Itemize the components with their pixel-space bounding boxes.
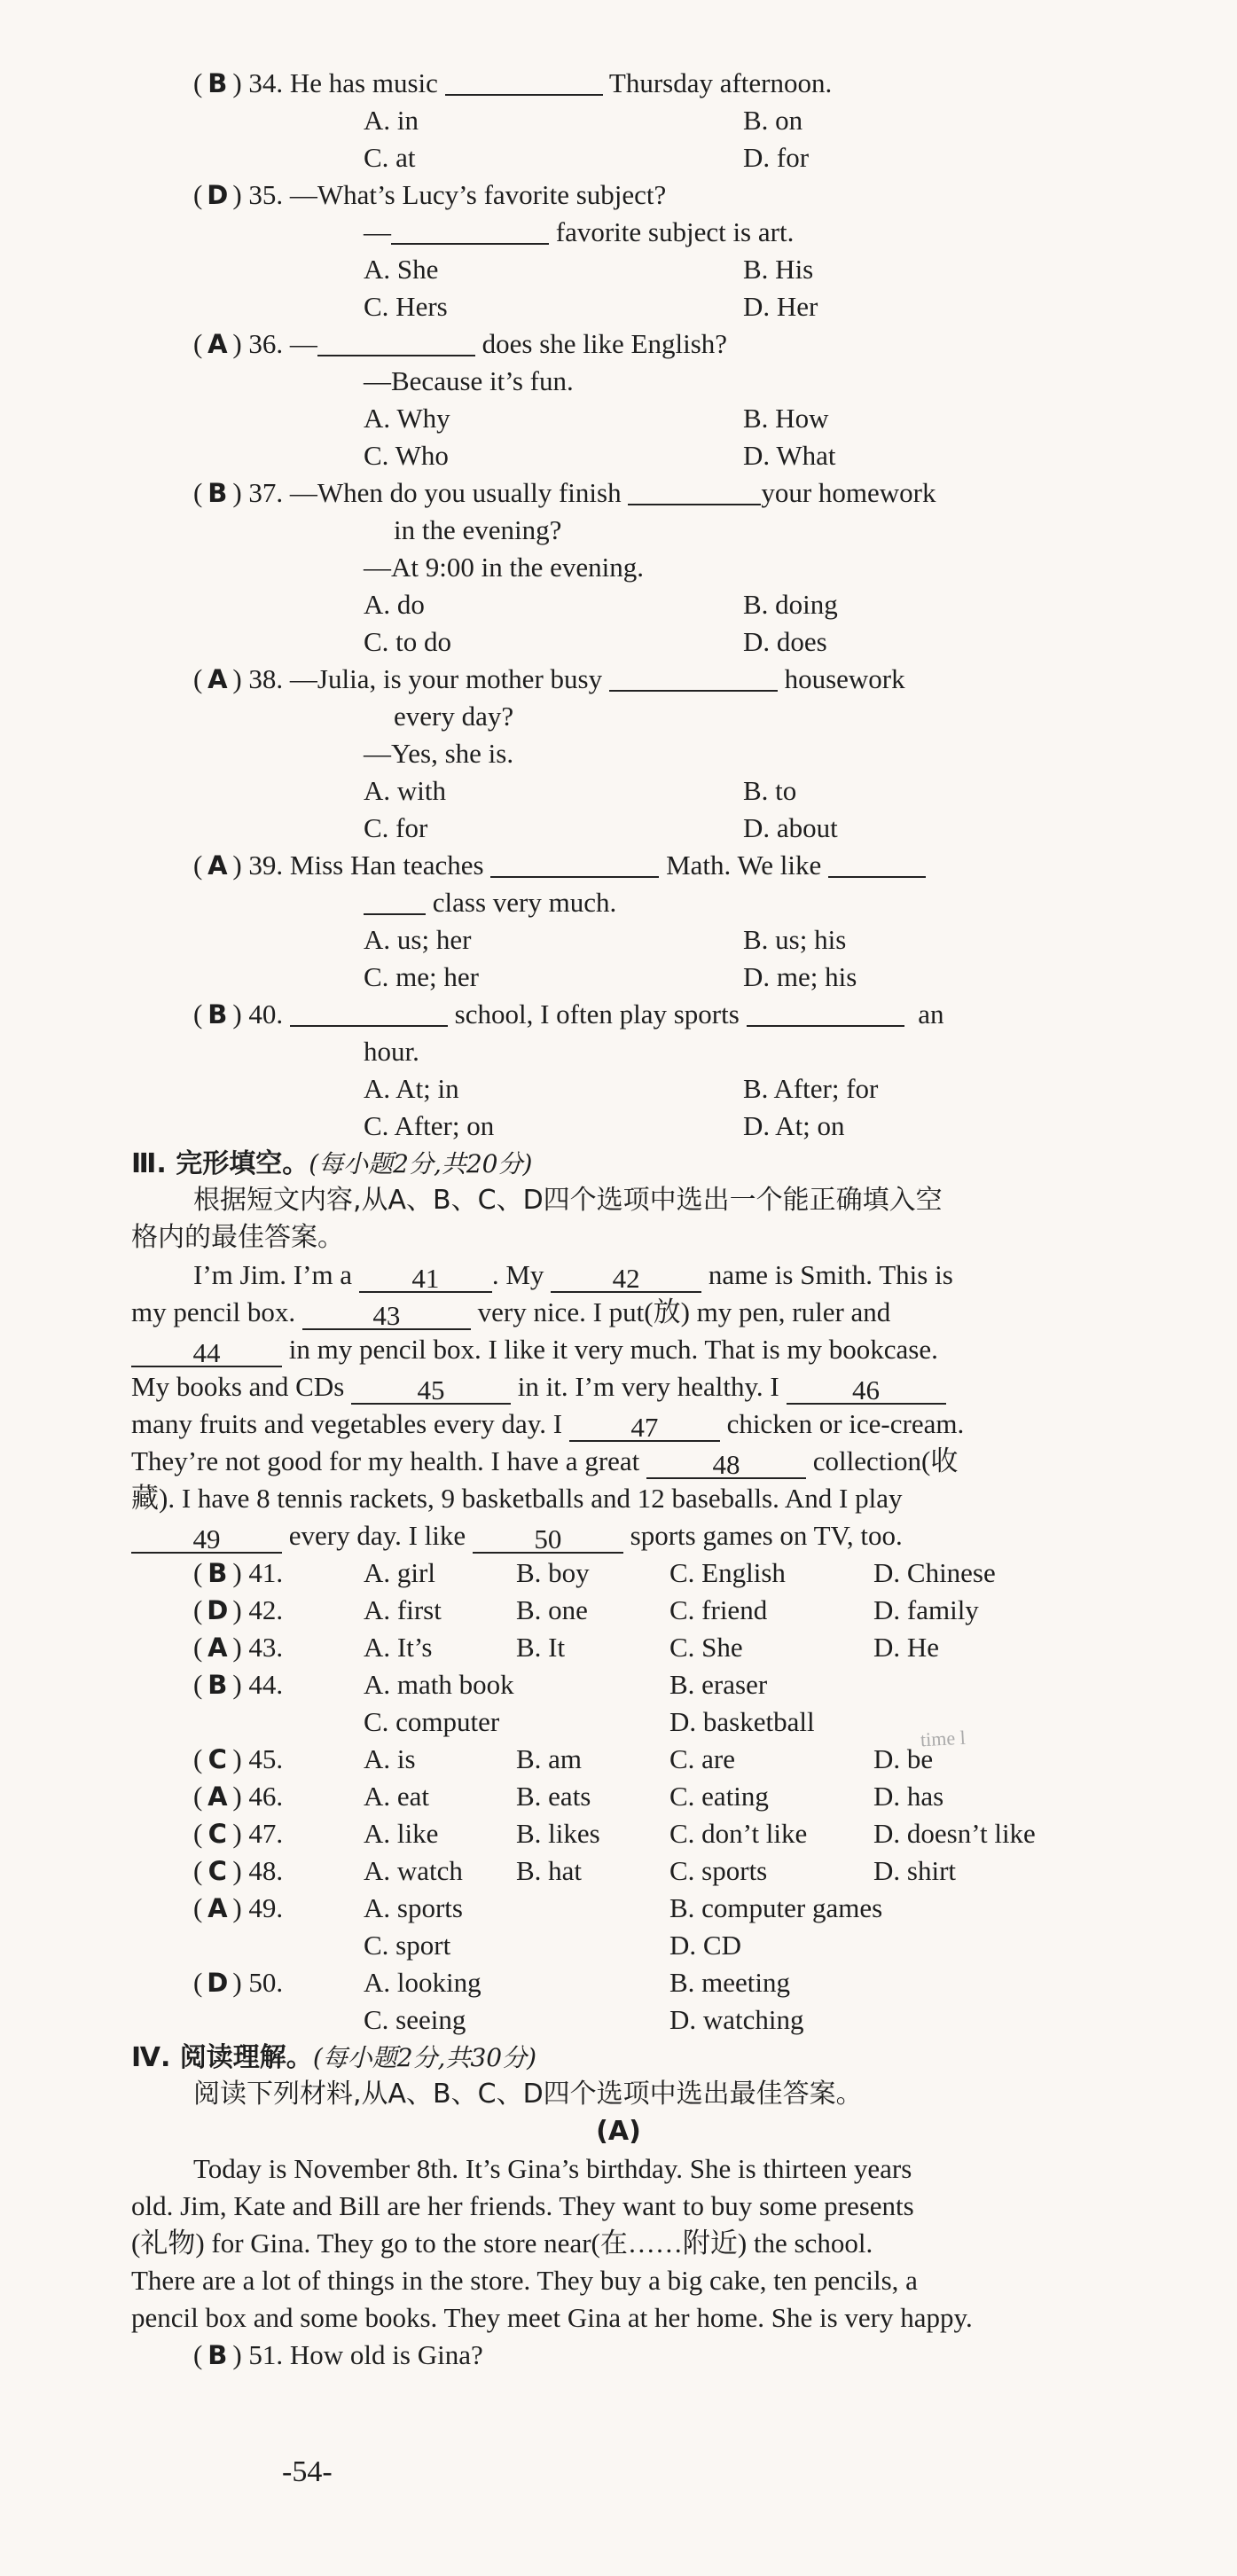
cloze-blank-41: 41 bbox=[359, 1266, 492, 1293]
option-b: B. How bbox=[743, 403, 829, 434]
answer-mark: A bbox=[207, 1633, 228, 1663]
option-d: D. about bbox=[743, 812, 838, 843]
passage-text: . My bbox=[491, 1259, 544, 1290]
question-40: ( B ) 40. school, I often play sports an bbox=[193, 997, 944, 1032]
option-b: B. us; his bbox=[743, 924, 847, 955]
option-c: C. sports bbox=[669, 1855, 768, 1886]
question-34: ( B ) 34. He has music Thursday afternoon. bbox=[193, 66, 832, 101]
option-d: D. for bbox=[743, 142, 810, 173]
passage-line bbox=[131, 1295, 890, 1330]
passage-text: many fruits and vegetables every day. I bbox=[131, 1408, 563, 1439]
cloze-blank-44: 44 bbox=[131, 1341, 282, 1367]
passage-text: collection(收 bbox=[812, 1445, 959, 1476]
question-number: 50. bbox=[248, 1967, 284, 1998]
question-number: 34. bbox=[248, 67, 284, 98]
option-d: D. He bbox=[873, 1632, 940, 1663]
answer-mark: A bbox=[207, 1781, 228, 1812]
question-stem: How old is Gina? bbox=[289, 2339, 483, 2370]
option-a: A. like bbox=[364, 1818, 439, 1849]
section-title: Ⅲ. 完形填空。 bbox=[131, 1148, 309, 1179]
cloze-blank-49: 49 bbox=[131, 1527, 282, 1554]
option-d: D. doesn’t like bbox=[873, 1818, 1036, 1849]
option-c: C. me; her bbox=[364, 961, 479, 992]
passage-text: in it. I’m very healthy. I bbox=[517, 1371, 779, 1402]
cloze-blank-46: 46 bbox=[787, 1378, 946, 1405]
passage-text: very nice. I put(放) my pen, ruler and bbox=[477, 1296, 891, 1327]
question-stem: your homework bbox=[761, 477, 936, 508]
option-a: A. girl bbox=[364, 1557, 435, 1588]
answer-blank bbox=[290, 1000, 448, 1027]
option-c: C. English bbox=[669, 1557, 786, 1588]
question-stem: Thursday afternoon. bbox=[608, 67, 833, 98]
passage-text: sports games on TV, too. bbox=[630, 1520, 903, 1551]
question-38: ( A ) 38. —Julia, is your mother busy housework bbox=[193, 662, 905, 697]
cloze-question-row: ( A ) 46. bbox=[193, 1779, 283, 1814]
cloze-blank-50: 50 bbox=[473, 1527, 623, 1554]
passage-text: in my pencil box. I like it very much. That is my bookcase. bbox=[288, 1334, 938, 1365]
answer-mark: B bbox=[207, 68, 228, 98]
option-a: A. do bbox=[364, 589, 425, 620]
option-d: D. watching bbox=[669, 2004, 804, 2035]
option-a: A. It’s bbox=[364, 1632, 433, 1663]
cloze-blank-42: 42 bbox=[551, 1266, 701, 1293]
option-b: B. one bbox=[516, 1594, 588, 1625]
question-number: 42. bbox=[248, 1594, 284, 1625]
cloze-question-row: ( C ) 47. bbox=[193, 1816, 283, 1852]
question-35: ( D ) 35. —What’s Lucy’s favorite subject? bbox=[193, 177, 666, 213]
passage-text: They’re not good for my health. I have a great bbox=[131, 1445, 640, 1476]
option-d: D. What bbox=[743, 440, 836, 471]
question-stem: He has music bbox=[289, 67, 438, 98]
question-line: every day? bbox=[394, 701, 514, 732]
option-d: D. has bbox=[873, 1781, 944, 1812]
answer-mark: C bbox=[207, 1819, 227, 1849]
cloze-question-row: ( D ) 42. bbox=[193, 1593, 283, 1628]
section-instruction: 根据短文内容,从A、B、C、D四个选项中选出一个能正确填入空 bbox=[193, 1185, 943, 1216]
section-4-heading bbox=[131, 2040, 536, 2076]
option-b: B. to bbox=[743, 775, 797, 806]
question-line: hour. bbox=[364, 1036, 419, 1067]
question-stem: class very much. bbox=[432, 887, 617, 918]
question-number: 51. bbox=[248, 2339, 284, 2370]
question-number: 38. bbox=[248, 663, 284, 694]
cloze-question-row: ( D ) 50. bbox=[193, 1965, 283, 2001]
answer-blank bbox=[609, 665, 778, 692]
passage-text: my pencil box. bbox=[131, 1296, 296, 1327]
question-number: 36. bbox=[248, 328, 284, 359]
option-d: D. At; on bbox=[743, 1110, 845, 1141]
option-d: D. CD bbox=[669, 1930, 741, 1961]
question-number: 39. bbox=[248, 850, 284, 881]
option-d: D. family bbox=[873, 1594, 979, 1625]
answer-mark: B bbox=[207, 999, 228, 1030]
question-number: 46. bbox=[248, 1781, 284, 1812]
question-37: ( B ) 37. —When do you usually finish your homework bbox=[193, 475, 936, 511]
option-c: C. computer bbox=[364, 1706, 500, 1737]
question-stem: Miss Han teaches bbox=[289, 850, 484, 881]
option-a: A. math book bbox=[364, 1669, 514, 1700]
passage-line bbox=[193, 1257, 953, 1293]
option-c: C. After; on bbox=[364, 1110, 495, 1141]
option-d: D. Chinese bbox=[873, 1557, 996, 1588]
option-b: B. am bbox=[516, 1743, 583, 1774]
dash: — bbox=[289, 328, 317, 359]
option-a: A. is bbox=[364, 1743, 416, 1774]
question-number: 43. bbox=[248, 1632, 284, 1663]
option-d: D. be bbox=[873, 1743, 934, 1774]
reading-line: old. Jim, Kate and Bill are her friends. They want to buy some presents bbox=[131, 2190, 914, 2221]
reading-line: (礼物) for Gina. They go to the store near(在……附近) the school. bbox=[131, 2228, 873, 2259]
passage-text: I’m Jim. I’m a bbox=[193, 1259, 353, 1290]
question-line bbox=[364, 215, 794, 250]
question-stem: —When do you usually finish bbox=[289, 477, 622, 508]
answer-blank bbox=[747, 1000, 904, 1027]
question-number: 48. bbox=[248, 1855, 284, 1886]
answer-blank bbox=[828, 851, 926, 878]
answer-mark: D bbox=[207, 1595, 229, 1625]
answer-mark: B bbox=[207, 478, 228, 508]
option-a: A. us; her bbox=[364, 924, 472, 955]
section-3-heading bbox=[131, 1146, 532, 1182]
answer-blank bbox=[364, 889, 426, 915]
cloze-question-row: ( C ) 45. bbox=[193, 1742, 283, 1777]
option-c: C. eating bbox=[669, 1781, 769, 1812]
cloze-question-row: ( B ) 41. bbox=[193, 1555, 283, 1591]
question-stem: does she like English? bbox=[481, 328, 728, 359]
question-stem: Math. We like bbox=[666, 850, 822, 881]
question-number: 44. bbox=[248, 1669, 284, 1700]
option-b: B. likes bbox=[516, 1818, 600, 1849]
option-d: D. me; his bbox=[743, 961, 857, 992]
passage-line: 藏). I have 8 tennis rackets, 9 basketballs and 12 baseballs. And I play bbox=[131, 1483, 903, 1514]
option-b: B. hat bbox=[516, 1855, 583, 1886]
question-stem: favorite subject is art. bbox=[555, 216, 795, 247]
answer-mark: D bbox=[207, 180, 229, 210]
answer-mark: A bbox=[207, 329, 228, 359]
option-a: A. first bbox=[364, 1594, 442, 1625]
answer-blank bbox=[445, 69, 603, 96]
question-stem: school, I often play sports bbox=[454, 998, 740, 1030]
option-c: C. at bbox=[364, 142, 416, 173]
option-a: A. looking bbox=[364, 1967, 481, 1998]
reading-line: pencil box and some books. They meet Gina at her home. She is very happy. bbox=[131, 2302, 973, 2333]
option-a: A. She bbox=[364, 254, 439, 285]
option-d: D. does bbox=[743, 626, 827, 657]
option-b: B. meeting bbox=[669, 1967, 791, 1998]
question-line bbox=[364, 885, 616, 920]
option-d: D. Her bbox=[743, 291, 818, 322]
cloze-blank-48: 48 bbox=[646, 1452, 806, 1479]
answer-mark: A bbox=[207, 850, 228, 881]
question-number: 40. bbox=[248, 998, 284, 1030]
option-a: A. sports bbox=[364, 1892, 463, 1923]
question-stem: —Julia, is your mother busy bbox=[289, 663, 603, 694]
option-c: C. Who bbox=[364, 440, 449, 471]
dash: — bbox=[364, 216, 391, 247]
option-c: C. sport bbox=[364, 1930, 451, 1961]
question-number: 41. bbox=[248, 1557, 284, 1588]
question-39: ( A ) 39. Miss Han teaches Math. We like bbox=[193, 848, 926, 883]
option-a: A. in bbox=[364, 105, 419, 136]
option-c: C. for bbox=[364, 812, 428, 843]
passage-text: name is Smith. This is bbox=[708, 1259, 953, 1290]
question-stem: an bbox=[918, 998, 944, 1030]
answer-mark: D bbox=[207, 1968, 229, 1998]
answer-mark: B bbox=[207, 1670, 228, 1700]
reading-line: Today is November 8th. It’s Gina’s birthday. She is thirteen years bbox=[193, 2153, 912, 2184]
question-51: ( B ) 51. How old is Gina? bbox=[193, 2337, 483, 2373]
option-a: A. Why bbox=[364, 403, 450, 434]
question-number: 49. bbox=[248, 1892, 284, 1923]
question-line: —Yes, she is. bbox=[364, 738, 514, 769]
answer-blank bbox=[317, 330, 475, 356]
cloze-blank-45: 45 bbox=[351, 1378, 511, 1405]
answer-blank bbox=[391, 218, 549, 245]
question-line: in the evening? bbox=[394, 514, 562, 545]
option-a: A. with bbox=[364, 775, 446, 806]
option-c: C. She bbox=[669, 1632, 743, 1663]
passage-part-label: (A) bbox=[596, 2116, 641, 2147]
option-b: B. After; for bbox=[743, 1073, 879, 1104]
passage-line bbox=[131, 1369, 946, 1405]
option-c: C. Hers bbox=[364, 291, 448, 322]
option-b: B. eraser bbox=[669, 1669, 768, 1700]
option-b: B. eats bbox=[516, 1781, 591, 1812]
cloze-question-row: ( B ) 44. bbox=[193, 1667, 283, 1703]
faint-watermark: time l bbox=[920, 1726, 967, 1751]
question-line: —Because it’s fun. bbox=[364, 365, 574, 396]
answer-mark: C bbox=[207, 1856, 227, 1886]
section-title: Ⅳ. 阅读理解。 bbox=[131, 2042, 313, 2073]
answer-blank bbox=[490, 851, 659, 878]
cloze-blank-47: 47 bbox=[569, 1415, 720, 1442]
cloze-blank-43: 43 bbox=[302, 1304, 471, 1330]
passage-line bbox=[131, 1444, 958, 1479]
question-number: 45. bbox=[248, 1743, 284, 1774]
section-note: (每小题2分,共20分) bbox=[309, 1149, 533, 1178]
passage-text: chicken or ice-cream. bbox=[726, 1408, 965, 1439]
option-c: C. are bbox=[669, 1743, 736, 1774]
page-number: -54- bbox=[282, 2455, 333, 2488]
option-c: C. don’t like bbox=[669, 1818, 808, 1849]
section-instruction: 阅读下列材料,从A、B、C、D四个选项中选出最佳答案。 bbox=[193, 2079, 863, 2110]
question-36: ( A ) 36. — does she like English? bbox=[193, 326, 727, 362]
option-b: B. on bbox=[743, 105, 803, 136]
question-stem: housework bbox=[784, 663, 905, 694]
option-a: A. At; in bbox=[364, 1073, 459, 1104]
option-a: A. watch bbox=[364, 1855, 463, 1886]
answer-mark: B bbox=[207, 2340, 228, 2370]
option-b: B. boy bbox=[516, 1557, 590, 1588]
option-c: C. seeing bbox=[364, 2004, 466, 2035]
option-c: C. to do bbox=[364, 626, 452, 657]
option-b: B. doing bbox=[743, 589, 838, 620]
answer-mark: C bbox=[207, 1744, 227, 1774]
section-note: (每小题2分,共30分) bbox=[312, 2043, 537, 2072]
cloze-question-row: ( C ) 48. bbox=[193, 1853, 283, 1889]
option-d: D. shirt bbox=[873, 1855, 956, 1886]
option-b: B. It bbox=[516, 1632, 566, 1663]
question-number: 37. bbox=[248, 477, 284, 508]
question-line: —At 9:00 in the evening. bbox=[364, 552, 644, 583]
option-b: B. computer games bbox=[669, 1892, 883, 1923]
passage-line bbox=[131, 1332, 938, 1367]
passage-text: My books and CDs bbox=[131, 1371, 345, 1402]
answer-mark: B bbox=[207, 1558, 228, 1588]
option-d: D. basketball bbox=[669, 1706, 815, 1737]
passage-line bbox=[131, 1406, 964, 1442]
reading-line: There are a lot of things in the store. They buy a big cake, ten pencils, a bbox=[131, 2265, 918, 2296]
option-a: A. eat bbox=[364, 1781, 430, 1812]
answer-mark: A bbox=[207, 1893, 228, 1923]
cloze-question-row: ( A ) 43. bbox=[193, 1630, 283, 1665]
question-number: 47. bbox=[248, 1818, 284, 1849]
answer-mark: A bbox=[207, 664, 228, 694]
section-instruction: 格内的最佳答案。 bbox=[131, 1222, 344, 1253]
passage-line bbox=[131, 1518, 903, 1554]
cloze-question-row: ( A ) 49. bbox=[193, 1891, 283, 1926]
option-c: C. friend bbox=[669, 1594, 768, 1625]
question-number: 35. bbox=[248, 179, 284, 210]
answer-blank bbox=[628, 479, 761, 505]
question-stem: —What’s Lucy’s favorite subject? bbox=[289, 179, 667, 210]
option-b: B. His bbox=[743, 254, 814, 285]
passage-text: every day. I like bbox=[288, 1520, 466, 1551]
